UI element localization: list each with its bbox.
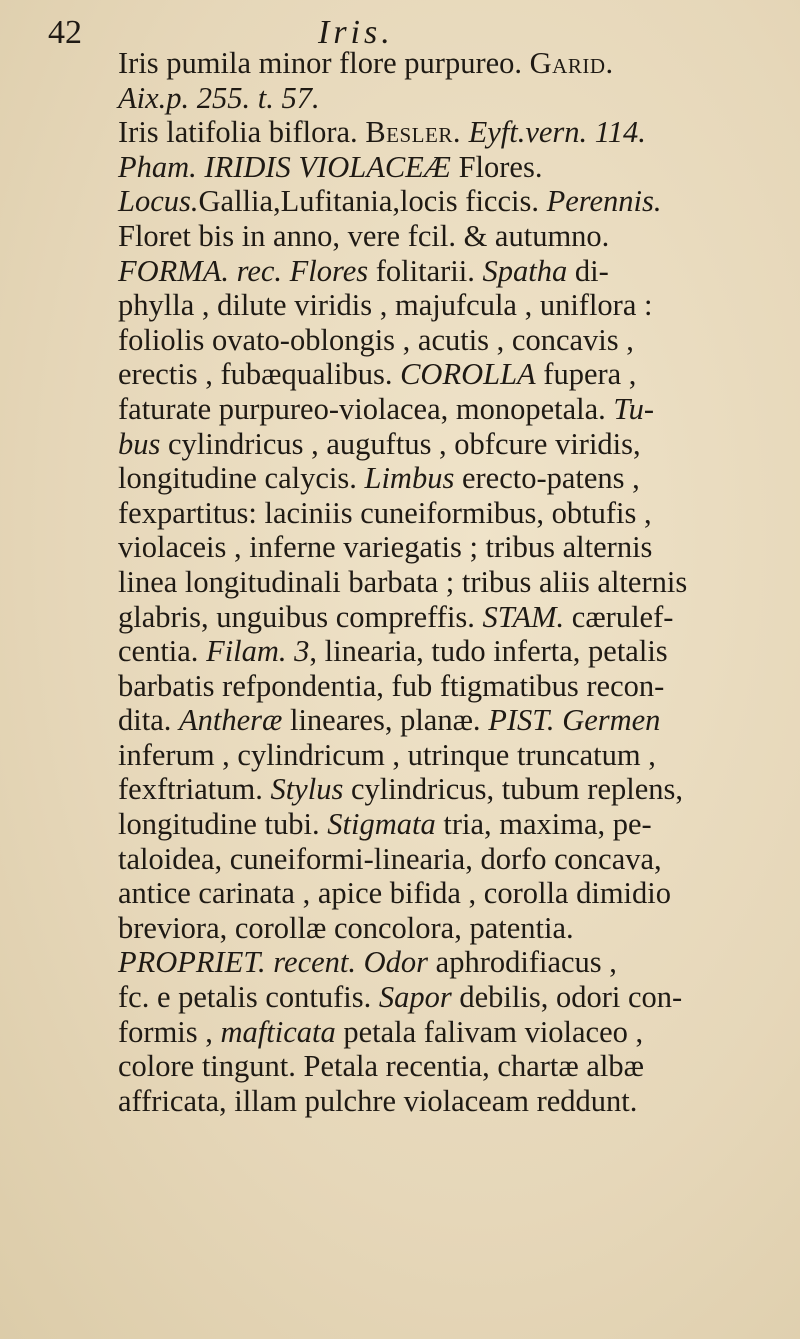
text-line	[0, 842, 800, 877]
text-line	[0, 530, 800, 565]
text-segment	[282, 254, 290, 288]
text-line	[0, 1049, 800, 1084]
text-segment: Locus.	[118, 184, 199, 219]
text-segment: PIST.	[488, 703, 555, 738]
text-segment: lineares, planæ.	[282, 703, 489, 738]
text-segment: di-	[567, 253, 609, 288]
text-segment: glabris, unguibus compreffis.	[118, 599, 483, 634]
text-segment: longitudine calycis.	[118, 461, 365, 496]
text-segment: mafticata	[220, 1014, 336, 1049]
text-segment: recent.	[273, 945, 356, 980]
text-line	[0, 81, 800, 116]
text-segment: centia.	[118, 634, 207, 669]
running-head: Iris.	[318, 14, 394, 51]
text-segment: Limbus	[364, 461, 455, 496]
text-line	[0, 323, 800, 358]
text-segment: STAM.	[482, 599, 565, 634]
text-line	[0, 565, 800, 600]
text-segment: petala falivam violaceo ,	[335, 1014, 644, 1049]
text-segment: Stigmata	[327, 807, 436, 842]
text-line	[0, 254, 800, 289]
text-segment: Aix.p. 255. t. 57.	[118, 80, 320, 115]
text-segment: Germen	[562, 703, 661, 738]
text-segment: dita.	[118, 703, 179, 738]
text-segment: IRIDIS VIOLACEÆ	[204, 149, 451, 184]
text-segment: longitudine tubi.	[118, 807, 328, 842]
text-segment: breviora, corollæ concolora, patentia.	[118, 910, 574, 945]
text-segment: , linearia, tudo inferta, petalis	[309, 634, 668, 669]
text-segment: Tu-	[613, 391, 655, 426]
text-segment: FORMA.	[118, 253, 229, 288]
text-segment: violaceis , inferne variegatis ; tribus alternis	[118, 530, 653, 565]
text-segment: phylla , dilute viridis , majufcula , uniflora :	[118, 288, 653, 323]
text-segment	[461, 115, 469, 149]
text-segment: cærulef-	[564, 599, 674, 634]
text-line	[0, 288, 800, 323]
text-line	[0, 980, 800, 1015]
text-segment: erecto-patens ,	[454, 461, 640, 496]
text-segment: cylindricus , auguftus , obfcure viridis,	[160, 426, 641, 461]
text-segment: Flores.	[450, 149, 543, 184]
text-line	[0, 876, 800, 911]
text-segment: cylindricus, tubum replens,	[343, 772, 683, 807]
text-line	[0, 807, 800, 842]
text-segment: linea longitudinali barbata ; tribus aliis alternis	[118, 564, 688, 599]
text-segment: erectis , fubæqualibus.	[118, 357, 401, 392]
text-segment: folitarii.	[368, 253, 483, 288]
text-segment: Eyft.vern. 114.	[468, 115, 646, 150]
text-segment: Pham.	[118, 149, 197, 184]
text-segment: barbatis refpondentia, fub ftigmatibus recon-	[118, 668, 665, 703]
text-line	[0, 427, 800, 462]
text-line	[0, 46, 800, 81]
text-segment: Flores	[289, 253, 369, 288]
text-line	[0, 1084, 800, 1119]
text-line	[0, 634, 800, 669]
text-segment: fupera ,	[535, 357, 637, 392]
text-segment: formis ,	[118, 1014, 221, 1049]
text-segment	[229, 254, 237, 288]
text-line	[0, 461, 800, 496]
text-line	[0, 911, 800, 946]
text-line	[0, 184, 800, 219]
text-segment: debilis, odori con-	[451, 980, 683, 1015]
text-segment: fc. e petalis contufis.	[118, 980, 379, 1015]
text-segment: Garid.	[529, 46, 614, 80]
text-line	[0, 150, 800, 185]
text-segment: Odor	[363, 945, 429, 980]
text-segment: tria, maxima, pe-	[435, 807, 652, 842]
text-segment: foliolis ovato-oblongis , acutis , concavis ,	[118, 322, 634, 357]
text-segment: colore tingunt. Petala recentia, chartæ albæ	[118, 1049, 644, 1084]
text-segment: aphrodifiacus ,	[428, 945, 617, 980]
text-line	[0, 772, 800, 807]
text-segment: affricata, illam pulchre violaceam reddunt.	[118, 1083, 638, 1118]
text-segment: faturate purpureo-violacea, monopetala.	[118, 391, 614, 426]
text-segment: Iris pumila minor flore purpureo.	[118, 46, 530, 80]
body-text	[0, 46, 800, 1118]
text-segment: PROPRIET.	[118, 945, 266, 980]
text-line	[0, 738, 800, 773]
text-line	[0, 1015, 800, 1050]
text-segment: taloidea, cuneiformi-linearia, dorfo concava,	[118, 841, 662, 876]
text-segment: bus	[118, 426, 161, 461]
text-line	[0, 703, 800, 738]
text-line	[0, 945, 800, 980]
text-line	[0, 669, 800, 704]
text-segment: fexpartitus: laciniis cuneiformibus, obtufis ,	[118, 495, 652, 530]
text-segment	[356, 945, 364, 979]
text-segment: rec.	[236, 253, 283, 288]
text-line	[0, 357, 800, 392]
text-segment: Besler.	[365, 115, 461, 150]
text-segment: Perennis.	[546, 184, 662, 219]
text-segment: antice carinata , apice bifida , corolla dimidio	[118, 876, 671, 911]
text-line	[0, 219, 800, 254]
text-segment: Iris latifolia biflora.	[118, 115, 366, 150]
text-segment: Filam. 3	[206, 634, 310, 669]
text-segment: Gallia,Lufitania,locis ficcis.	[198, 184, 547, 219]
text-segment: Stylus	[270, 772, 344, 807]
text-segment: Sapor	[378, 980, 452, 1015]
text-segment: Floret bis in anno, vere fcil. & autumno.	[118, 218, 610, 253]
text-segment: Antheræ	[179, 703, 283, 738]
text-line	[0, 392, 800, 427]
text-line	[0, 600, 800, 635]
page-number: 42	[48, 14, 82, 51]
text-segment: fexftriatum.	[118, 772, 271, 807]
text-line	[0, 496, 800, 531]
text-segment: COROLLA	[400, 357, 536, 392]
text-line	[0, 115, 800, 150]
text-segment: inferum , cylindricum , utrinque truncatum ,	[118, 737, 656, 772]
text-segment: Spatha	[482, 253, 568, 288]
